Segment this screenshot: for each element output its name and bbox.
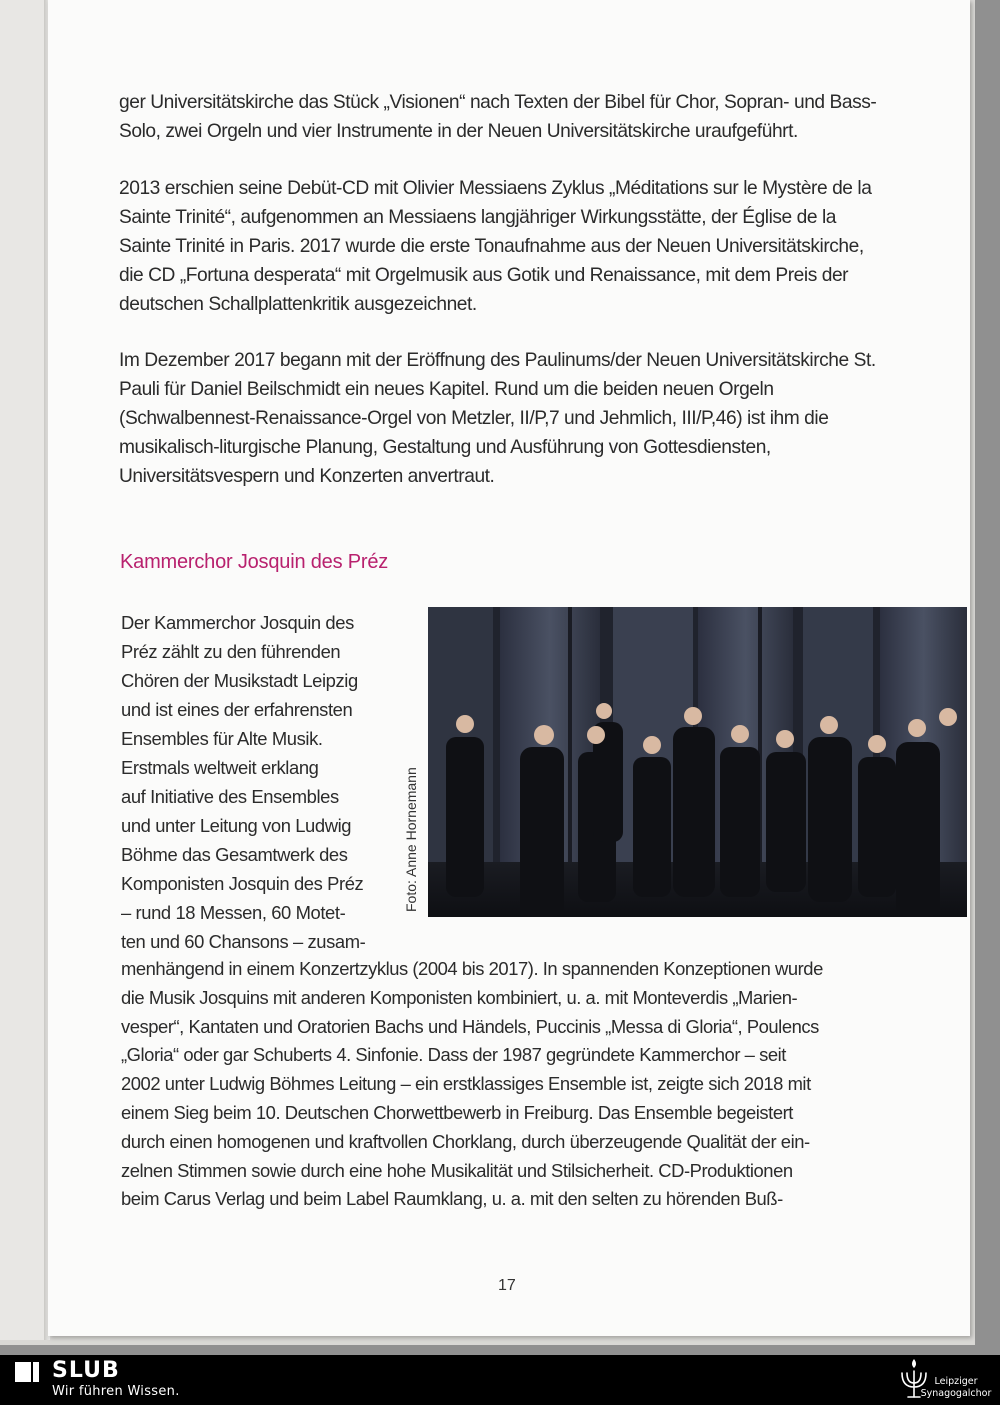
- text-line: durch einen homogenen und kraftvollen Chorklang, durch überzeugende Qualität der ein-: [121, 1130, 810, 1152]
- slub-tagline: Wir führen Wissen.: [52, 1384, 180, 1399]
- slub-logo-icon: [14, 1360, 40, 1384]
- choir-intro-column: [121, 608, 383, 956]
- text-line: zelnen Stimmen sowie durch eine hohe Musikalität und Stilsicherheit. CD-Produktionen: [121, 1159, 793, 1181]
- page-number: 17: [498, 1277, 516, 1294]
- column-line: und ist eines der erfahrensten: [121, 699, 353, 720]
- column-line: auf Initiative des Ensembles: [121, 786, 339, 807]
- column-line: und unter Leitung von Ludwig: [121, 815, 352, 836]
- previous-page-edge: [0, 0, 50, 1340]
- column-line: Komponisten Josquin des Préz: [121, 873, 364, 894]
- partner-name-line: Synagogalchor: [920, 1388, 992, 1399]
- choir-photo: [428, 607, 967, 917]
- text-line: „Gloria“ oder gar Schuberts 4. Sinfonie. Dass der 1987 gegründete Kammerchor – seit: [121, 1044, 786, 1066]
- choir-photo-illustration: [428, 607, 967, 917]
- text-line: vesper“, Kantaten und Oratorien Bachs und Händels, Puccinis „Messa di Gloria“, Poulencs: [121, 1015, 819, 1037]
- partner-name-line: Leipziger: [934, 1376, 978, 1387]
- choir-continuation-text: [121, 955, 887, 1214]
- paragraph-premiere: ger Universitätskirche das Stück „Visionen“ nach Texten der Bibel für Chor, Sopran- und Bass-Solo, zwei Orgeln und vier Instrumente in der Neuen Universitätskirche uraufgeführt.: [119, 92, 877, 142]
- column-line: – rund 18 Messen, 60 Motet-: [121, 902, 346, 923]
- text-line: 2002 unter Ludwig Böhmes Leitung – ein erstklassiges Ensemble ist, zeigte sich 2018 mit: [121, 1073, 811, 1095]
- paragraph-paulinum: Im Dezember 2017 begann mit der Eröffnung des Paulinums/der Neuen Universitätskirche St. Pauli für Daniel Beilschmidt ein neues Kapitel. Rund um die beiden neuen Orgeln (Schwalbennest-Renaissance-Orgel von Metzler, II/P,7 und Jehmlich, III/P,46) ist ihm die musikalisch-liturgische Planung, Gestaltung und Ausführung von Gottesdiensten, Universitätsvespern und Konzerten anvertraut.: [119, 350, 876, 487]
- text-line: menhängend in einem Konzertzyklus (2004 bis 2017). In spannenden Konzeptionen wurde: [121, 958, 823, 979]
- photo-credit: Foto: Anne Hornemann: [403, 767, 419, 912]
- paragraph-debut-cd: 2013 erschien seine Debüt-CD mit Olivier Messiaens Zyklus „Méditations sur le Mystère de la Sainte Trinité“, aufgenommen an Messiaens langjähriger Wirkungsstätte, der Église de la Sainte Trinité in Paris. 2017 wurde die erste Tonaufnahme aus der Neuen Universitätskirche, die CD „Fortuna desperata“ mit Orgelmusik aus Gotik und Renaissance, mit dem Preis der deutschen Schallplattenkritik ausgezeichnet.: [119, 178, 872, 315]
- column-line: ten und 60 Chansons – zusam-: [121, 931, 366, 952]
- section-heading: Kammerchor Josquin des Préz: [120, 551, 389, 573]
- column-line: Der Kammerchor Josquin des: [121, 612, 354, 633]
- text-line: die Musik Josquins mit anderen Komponisten kombiniert, u. a. mit Monteverdis „Marien-: [121, 986, 798, 1008]
- slub-name: SLUB: [52, 1358, 120, 1383]
- partner-name: [920, 1376, 992, 1400]
- text-line: einem Sieg beim 10. Deutschen Chorwettbewerb in Freiburg. Das Ensemble begeistert: [121, 1101, 793, 1123]
- text-line: beim Carus Verlag und beim Label Raumklang, u. a. mit den selten zu hörenden Buß-: [121, 1188, 783, 1210]
- column-line: Chören der Musikstadt Leipzig: [121, 670, 358, 691]
- column-line: Préz zählt zu den führenden: [121, 641, 341, 662]
- column-line: Böhme das Gesamtwerk des: [121, 844, 348, 865]
- column-line: Ensembles für Alte Musik.: [121, 728, 323, 749]
- column-line: Erstmals weltweit erklang: [121, 757, 319, 778]
